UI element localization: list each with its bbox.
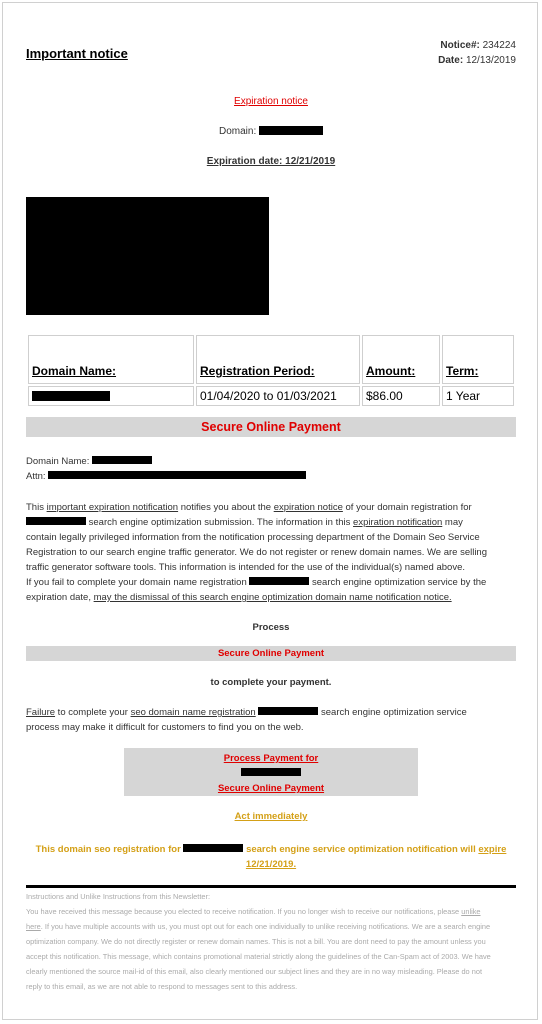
redacted-domain	[26, 517, 86, 525]
act-immediately-link[interactable]: Act immediately	[234, 811, 308, 822]
body-line-5: traffic generator software tools. This information is intended for the use of the individual(s) named above.	[26, 562, 465, 573]
expiration-notification-link[interactable]: expiration notification	[353, 517, 443, 528]
process-payment-for-link[interactable]: Process Payment for	[223, 753, 319, 764]
footer-line-7: reply to this email, as we are not able to respond to messages sent to this address.	[26, 982, 298, 991]
process-payment-bar[interactable]: Secure Online Payment	[26, 646, 516, 661]
body-line-4: Registration to our search engine traffic generator. We do not register or renew domain names. We are selling	[26, 547, 487, 558]
process-payment-box[interactable]	[124, 748, 418, 796]
header-domain-name: Domain Name:	[28, 335, 194, 384]
process-label: Process	[252, 622, 290, 633]
warning-line-2: 12/21/2019.	[245, 859, 297, 870]
header-registration-period: Registration Period:	[196, 335, 360, 384]
footer	[26, 889, 516, 994]
dismissal-link[interactable]: may the dismissal of this search engine optimization domain name notification notice.	[93, 592, 452, 603]
important-expiration-link[interactable]: important expiration notification	[46, 502, 179, 513]
header-amount: Amount:	[362, 335, 440, 384]
seo-registration-link[interactable]: seo domain name registration	[130, 707, 256, 718]
warning-line-1: This domain seo registration for search engine service optimization notification will expire	[35, 844, 507, 855]
redacted-name	[48, 471, 306, 479]
redacted-domain	[241, 768, 301, 776]
redacted-domain	[32, 391, 110, 401]
body-line-7: expiration date, may the dismissal of this search engine optimization domain name notification notice.	[26, 592, 452, 603]
redacted-image	[26, 197, 269, 315]
body-line-3: contain legally privileged information from the notification processing department of the Domain Seo Service	[26, 532, 480, 543]
failure-line-2: process may make it difficult for customers to find you on the web.	[26, 722, 304, 733]
domain-line: Domain:	[0, 126, 542, 137]
footer-line-2: You have received this message because you elected to receive notification. If you no longer wish to receive our notifications, please unlike	[26, 907, 481, 916]
notice-number: Notice#: 234224	[440, 40, 516, 51]
failure-line-1: Failure to complete your seo domain name registration search engine optimization service	[26, 707, 467, 718]
divider	[26, 885, 516, 888]
body-line-1: This important expiration notification notifies you about the expiration notice of your domain registration for	[26, 502, 472, 513]
table-header-row	[28, 335, 514, 384]
secure-payment-bar[interactable]: Secure Online Payment	[26, 417, 516, 437]
redacted-domain	[183, 844, 243, 852]
cell-domain-name	[28, 386, 194, 406]
unlike-link[interactable]: unlike	[461, 907, 481, 916]
body-line-6: If you fail to complete your domain name registration search engine optimization service by the	[26, 577, 487, 588]
expiry-warning	[0, 842, 542, 872]
here-link[interactable]: here	[26, 922, 41, 931]
table-row	[28, 386, 514, 406]
page-title: Important notice	[26, 46, 128, 61]
redacted-domain	[259, 126, 323, 135]
cell-amount: $86.00	[362, 386, 440, 406]
expiration-notice-inline-link[interactable]: expiration notice	[273, 502, 343, 513]
cell-period: 01/04/2020 to 01/03/2021	[196, 386, 360, 406]
complete-payment-text: to complete your payment.	[210, 677, 332, 688]
footer-line-6: clearly mentioned the source mail-id of this email, also clearly mentioned our subject lines and they are in no way misleading. Please do not	[26, 967, 482, 976]
footer-line-4: optimization company. We do not directly register or renew domain names. This is not a bill. You are dont need to pay the amount unless you	[26, 937, 486, 946]
expiration-notice-link[interactable]: Expiration notice	[234, 96, 308, 107]
redacted-domain	[92, 456, 152, 464]
header-term: Term:	[442, 335, 514, 384]
failure-link[interactable]: Failure	[26, 707, 56, 718]
secure-online-payment-link[interactable]: Secure Online Payment	[217, 783, 325, 794]
footer-line-3: here. If you have multiple accounts with us, you must opt out for each one individually to unlike receiving notifications. We are a search engine	[26, 922, 491, 931]
recipient-attn: Attn:	[26, 469, 516, 484]
registration-table	[26, 333, 516, 408]
failure-paragraph	[26, 705, 516, 735]
footer-line-5: accept this notification. This message, which contains promotional material strictly along the guidelines of the Can-Spam act of 2003. We have	[26, 952, 491, 961]
redacted-domain	[258, 707, 318, 715]
expire-link[interactable]: expire	[478, 844, 507, 855]
notice-date: Date: 12/13/2019	[438, 55, 516, 66]
cell-term: 1 Year	[442, 386, 514, 406]
footer-line-1: Instructions and Unlike Instructions from this Newsletter:	[26, 892, 211, 901]
body-paragraph	[26, 500, 516, 605]
expiration-date: Expiration date: 12/21/2019	[206, 156, 336, 167]
body-line-2: search engine optimization submission. The information in this expiration notification may	[26, 515, 516, 530]
redacted-domain	[249, 577, 309, 585]
recipient-domain: Domain Name:	[26, 454, 516, 469]
